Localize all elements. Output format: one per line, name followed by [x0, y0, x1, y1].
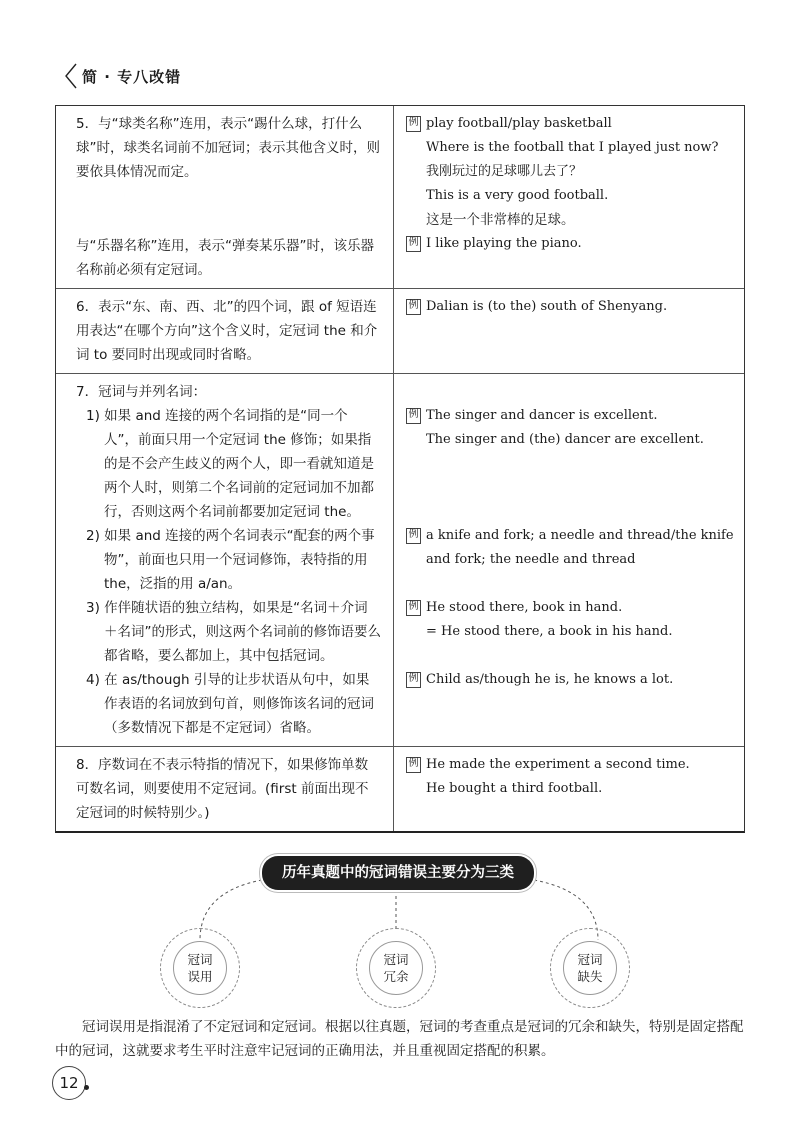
example-text: and fork; the needle and thread — [426, 552, 636, 567]
example-marker: 例 — [406, 672, 421, 688]
rule-cell — [56, 374, 394, 746]
example-cell — [394, 747, 744, 831]
node-label: 误用 — [187, 969, 213, 984]
example-marker: 例 — [406, 116, 421, 132]
example-marker: 例 — [406, 236, 421, 252]
table-row — [56, 106, 744, 288]
node-label: 冠词 — [577, 952, 603, 967]
table-row — [56, 373, 744, 746]
summary-paragraph: 冠词误用是指混淆了不定冠词和定冠词。根据以往真题，冠词的考查重点是冠词的冗余和缺失，特别是固定搭配中的冠词，这就要求考生平时注意牢记冠词的正确用法，并且重视固定搭配的积累。 — [55, 1019, 744, 1059]
page-number: 12 — [52, 1066, 86, 1100]
rule-text: 2) 如果 and 连接的两个名词表示“配套的两个事物”，前面也只用一个冠词修饰，表特指的用 the，泛指的用 a/an。 — [86, 528, 375, 592]
example-text: a knife and fork; a needle and thread/the knife — [426, 528, 734, 543]
example-text: Dalian is (to the) south of Shenyang. — [426, 299, 668, 314]
rule-text: 6．表示“东、南、西、北”的四个词，跟 of 短语连用表达“在哪个方向”这个含义时，定冠词 the 和介词 to 要同时出现或同时省略。 — [76, 299, 378, 363]
category-node-missing — [550, 928, 630, 1008]
table-row — [56, 288, 744, 373]
example-text: = He stood there, a book in his hand. — [426, 624, 673, 639]
example-text: The singer and (the) dancer are excellent. — [426, 432, 704, 447]
example-text: The singer and dancer is excellent. — [426, 408, 658, 423]
example-cell — [394, 374, 744, 746]
example-marker: 例 — [406, 528, 421, 544]
rule-text: 3) 作伴随状语的独立结构，如果是“名词＋介词＋名词”的形式，则这两个名词前的修饰语要么都省略，要么都加上，其中包括冠词。 — [86, 600, 381, 664]
rule-text: 与“乐器名称”连用，表示“弹奏某乐器”时，该乐器名称前必须有定冠词。 — [76, 238, 374, 278]
example-text: He made the experiment a second time. — [426, 757, 690, 772]
rule-cell — [56, 106, 394, 288]
rules-table — [55, 105, 745, 833]
page-header — [60, 62, 320, 90]
example-marker: 例 — [406, 408, 421, 424]
example-marker: 例 — [406, 757, 421, 773]
table-row — [56, 746, 744, 831]
error-category-diagram — [0, 852, 800, 1002]
example-text: Where is the football that I played just now? 我刚玩过的足球哪儿去了？ — [426, 140, 719, 179]
page-dot-icon — [84, 1085, 89, 1090]
rule-text: 1) 如果 and 连接的两个名词指的是“同一个人”，前面只用一个定冠词 the 修饰；如果指的是不会产生歧义的两个人，即一看就知道是两个人时，则第二个名词前的定冠词加不加都行，否则这两个名词前都要加定冠词 the。 — [86, 408, 374, 520]
example-text: 这是一个非常棒的足球。 — [426, 212, 575, 228]
example-text: play football/play basketball — [426, 116, 612, 131]
node-label: 缺失 — [577, 969, 603, 984]
chevron-bracket-icon — [60, 62, 84, 90]
example-cell — [394, 289, 744, 373]
rule-text: 5．与“球类名称”连用，表示“踢什么球，打什么球”时，球类名词前不加冠词；表示其他含义时，则要依具体情况而定。 — [76, 116, 380, 180]
rule-cell — [56, 289, 394, 373]
example-marker: 例 — [406, 299, 421, 315]
example-text: This is a very good football. — [426, 188, 609, 203]
category-node-redundancy — [356, 928, 436, 1008]
example-cell — [394, 106, 744, 288]
node-label: 冠词 — [383, 952, 409, 967]
rule-text: 8．序数词在不表示特指的情况下，如果修饰单数可数名词，则要使用不定冠词。(first 前面出现不定冠词的时候特别少。) — [76, 757, 369, 821]
category-banner: 历年真题中的冠词错误主要分为三类 — [262, 856, 534, 890]
node-label: 冠词 — [187, 952, 213, 967]
example-text: He bought a third football. — [426, 781, 603, 796]
example-text: He stood there, book in hand. — [426, 600, 623, 615]
example-marker: 例 — [406, 600, 421, 616]
rule-title: 7．冠词与并列名词： — [76, 384, 207, 400]
example-text: Child as/though he is, he knows a lot. — [426, 672, 674, 687]
example-text: I like playing the piano. — [426, 236, 582, 251]
rule-cell — [56, 747, 394, 831]
node-label: 冗余 — [383, 969, 409, 984]
category-node-misuse — [160, 928, 240, 1008]
header-title: 简 · 专八改错 — [82, 68, 182, 86]
rule-text: 4) 在 as/though 引导的让步状语从句中，如果作表语的名词放到句首，则修饰该名词的冠词（多数情况下都是不定冠词）省略。 — [86, 672, 374, 736]
